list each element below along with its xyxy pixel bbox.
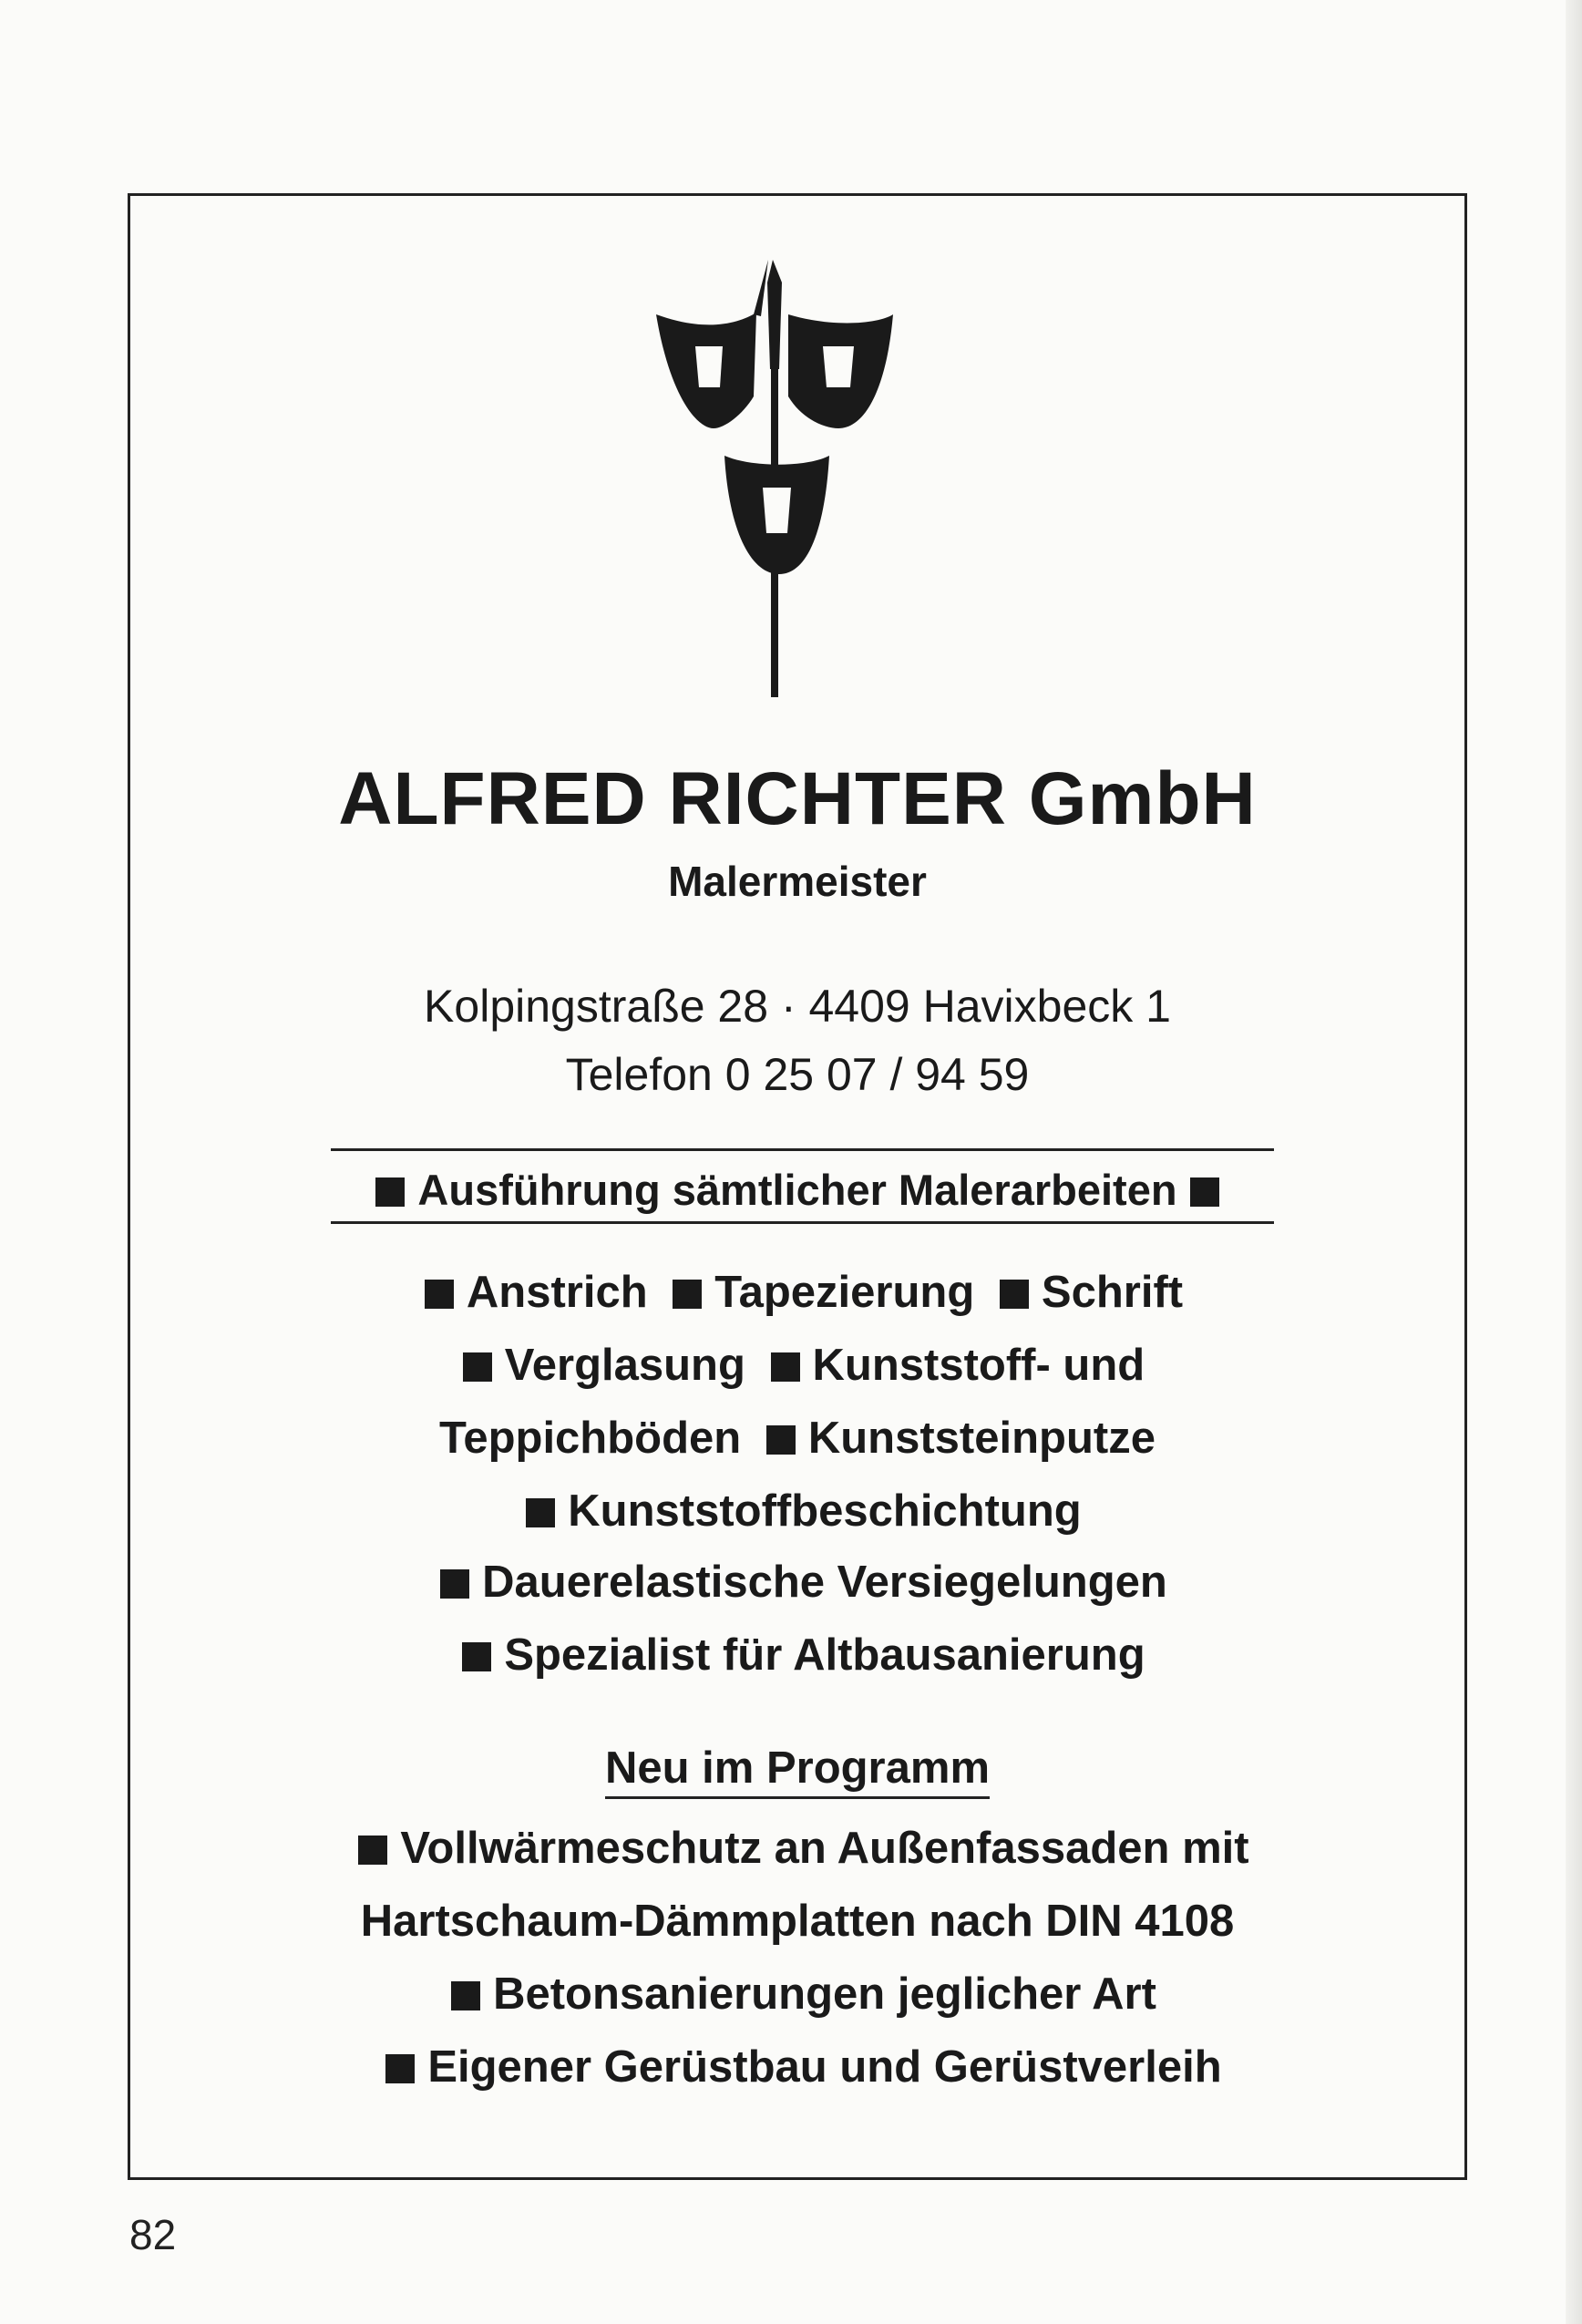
square-bullet-icon bbox=[425, 1280, 454, 1309]
square-bullet-icon bbox=[526, 1498, 555, 1527]
page-number: 82 bbox=[129, 2211, 177, 2258]
divider-top bbox=[331, 1148, 1274, 1151]
new-item-line-1 bbox=[130, 1823, 1464, 1874]
service-teppichboeden: Teppichböden bbox=[439, 1414, 742, 1463]
service-verglasung: Verglasung bbox=[504, 1341, 745, 1390]
trade-title: Malermeister bbox=[668, 858, 927, 905]
square-bullet-icon bbox=[462, 1642, 491, 1671]
new-item-hartschaum: Hartschaum-Dämmplatten nach DIN 4108 bbox=[360, 1897, 1235, 1946]
square-bullet-icon bbox=[358, 1836, 387, 1865]
company-name: ALFRED RICHTER GmbH bbox=[338, 757, 1257, 840]
new-program-heading bbox=[130, 1743, 1464, 1794]
square-bullet-icon bbox=[1000, 1280, 1029, 1309]
headline bbox=[130, 1165, 1464, 1215]
service-altbau: Spezialist für Altbausanierung bbox=[504, 1630, 1145, 1680]
service-kunststoff: Kunststoff- und bbox=[812, 1341, 1145, 1390]
service-kunststoffbeschichtung: Kunststoffbeschichtung bbox=[568, 1486, 1082, 1536]
service-line-6 bbox=[130, 1630, 1464, 1681]
square-bullet-icon bbox=[766, 1425, 796, 1455]
new-item-line-2 bbox=[130, 1896, 1464, 1947]
service-tapezierung: Tapezierung bbox=[714, 1268, 975, 1317]
new-item-line-3 bbox=[130, 1969, 1464, 2020]
service-line-1 bbox=[130, 1267, 1464, 1318]
square-bullet-icon bbox=[673, 1280, 702, 1309]
new-item-geruestbau: Eigener Gerüstbau und Gerüstverleih bbox=[427, 2042, 1222, 2092]
advertisement-box bbox=[128, 193, 1467, 2180]
service-versiegelungen: Dauerelastische Versiegelungen bbox=[482, 1558, 1167, 1607]
service-line-3 bbox=[130, 1413, 1464, 1464]
painter-brushes-logo-icon bbox=[652, 260, 943, 706]
square-bullet-icon bbox=[440, 1569, 469, 1599]
new-item-vollwaermeschutz: Vollwärmeschutz an Außenfassaden mit bbox=[400, 1824, 1249, 1873]
square-bullet-icon bbox=[451, 1981, 480, 2010]
square-bullet-icon bbox=[463, 1352, 492, 1382]
service-schrift: Schrift bbox=[1041, 1268, 1184, 1317]
headline-text: Ausführung sämtlicher Malerarbeiten bbox=[417, 1166, 1177, 1214]
divider-bottom bbox=[331, 1221, 1274, 1224]
service-line-2 bbox=[130, 1340, 1464, 1391]
new-item-betonsanierungen: Betonsanierungen jeglicher Art bbox=[493, 1969, 1156, 2019]
service-kunststeinputze: Kunststeinputze bbox=[807, 1414, 1156, 1463]
service-line-5 bbox=[130, 1557, 1464, 1608]
service-line-4 bbox=[130, 1486, 1464, 1537]
square-bullet-icon bbox=[385, 2054, 415, 2083]
service-anstrich: Anstrich bbox=[466, 1268, 648, 1317]
square-bullet-icon bbox=[771, 1352, 800, 1382]
square-bullet-icon bbox=[1190, 1177, 1219, 1207]
phone-number: Telefon 0 25 07 / 94 59 bbox=[565, 1049, 1030, 1100]
new-program-heading-text: Neu im Programm bbox=[605, 1743, 990, 1799]
page-edge bbox=[1566, 0, 1582, 2324]
new-item-line-4 bbox=[130, 2041, 1464, 2093]
square-bullet-icon bbox=[375, 1177, 405, 1207]
address: Kolpingstraße 28 · 4409 Havixbeck 1 bbox=[424, 981, 1171, 1032]
